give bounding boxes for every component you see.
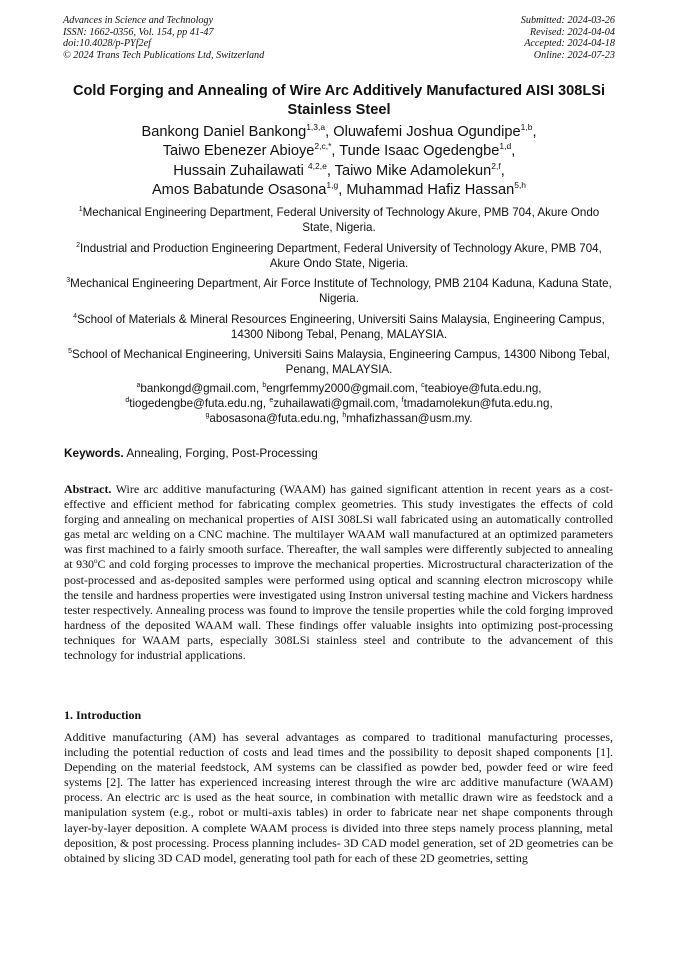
affiliation-number: 4 [73,312,78,320]
author-affiliation-sup: 5,h [514,180,527,191]
keywords [64,446,318,461]
email-link[interactable]: bankongd@gmail.com [140,382,256,395]
section-heading: 1. Introduction [64,708,142,722]
affiliation-text: School of Mechanical Engineering, Universiti Sains Malaysia, Engineering Campus, 14300 Nibong Tebal, Penang, MALAYSIA. [71,348,610,376]
affiliation-list [66,205,612,383]
author-name: Amos Babatunde Osasona [151,181,327,198]
online-date: Online: 2024-07-23 [533,49,615,61]
introduction-paragraph: Additive manufacturing (AM) has several advantages as compared to traditional manufacturing processes, including the potential reduction of costs and lead times and the possibility to deposit shaped components [1]. Depending on the material feedstock, AM systems can be classified as powder bed, powder feed or wire feed systems [2]. The latter has experienced increasing interest through the wire arc additive manufacture (WAAM) process. An electric arc is used as the heat source, in combination with metallic drawn wire as feedstock and a manipulation system (e.g., robot or multi-axis tables) in order to fabricate near net shape components through layer-by-layer deposition. A complete WAAM process is divided into three steps namely process planning, metal deposition, & post processing. Process planning includes- 3D CAD model generation, set of 2D geometries can be obtained by slicing 3D CAD model, generating tool path for each of these 2D geometries, setting [64,730,613,865]
affiliation-number: 5 [68,348,72,356]
email-sup: c [421,382,425,390]
author-affiliation-sup: 2,c,* [314,141,332,152]
paper-title: Cold Forging and Annealing of Wire Arc Additively Manufactured AISI 308LSi Stainless Steel [72,83,606,118]
email-link[interactable]: mhafizhassan@usm.my. [346,412,473,426]
email-sup: f [401,397,404,405]
email-link[interactable]: abosasona@futa.edu.ng [209,412,336,426]
email-sup: d [125,397,130,405]
email-sup: a [136,382,141,390]
affiliation-text: Industrial and Production Engineering Department, Federal University of Technology Akure, PMB 704, Akure Ondo State, Nigeria. [80,241,602,270]
doi-line[interactable]: doi:10.4028/p-PYf2ef [63,38,152,50]
affiliation-text: Mechanical Engineering Department, Air Force Institute of Technology, PMB 2104 Kaduna, Kaduna State, Nigeria. [70,277,612,305]
affiliation-text: Mechanical Engineering Department, Federal University of Technology Akure, PMB 704, Akure Ondo State, Nigeria. [82,206,600,234]
author-affiliation-sup: 1,d [499,141,512,152]
author-name: Taiwo Mike Adamolekun [334,162,492,179]
email-sup: h [342,412,347,420]
revised-date: Revised: 2024-04-04 [529,26,615,38]
keywords-label: Keywords. [64,446,124,460]
email-link[interactable]: teabioye@futa.edu.ng [424,382,539,395]
affiliation [66,312,612,342]
affiliation-number: 2 [76,241,81,249]
author-name: Taiwo Ebenezer Abioye [162,143,315,160]
author-affiliation-sup: 1,g [326,180,339,191]
author-name: Hussain Zuhailawati [173,162,304,179]
affiliation-text: School of Materials & Mineral Resources Engineering, Universiti Sains Malaysia, Engineering Campus, 14300 Nibong Tebal, Penang, MALAYSIA. [77,312,605,341]
author-affiliation-sup: 4,2,e [307,160,327,171]
affiliation [66,347,612,377]
copyright-line: © 2024 Trans Tech Publications Ltd, Switzerland [63,49,265,61]
email-link[interactable]: engrfemmy2000@gmail.com [266,382,415,395]
affiliation-number: 3 [66,277,71,285]
email-link[interactable]: tiogedengbe@futa.edu.ng [129,397,263,411]
email-list: $^a$bankongd@gmail.com, $^b$engrfemmy2000@gmail.com, $^c$teabioye@futa.edu.ng, $^d$tiogedengbe@futa.edu.ng, $^e$zuhailawati@gmail.com, $^f$tmadamolekun@futa.edu.ng, $^g$abosasona@futa.edu.ng, $^h$mhafizhassan@usm.my. [125,382,553,426]
author-affiliation-sup: 1,b [520,122,533,133]
abstract-text-part2: C and cold forging processes to improve the mechanical properties. Microstructural characterization of the post-processed and as-deposited samples were performed using optical and scanning electron microscopy while the tensile and hardness properties were investigated using Instron universal testing machine and Vickers hardness tester respectively. Annealing process was found to improve the tensile properties while the cold forging improved hardness of the deposited WAAM wall. These findings offer valuable insights into optimizing post-processing techniques for WAAM parts, especially 308LSi stainless steel and contribute to the advancement of this technology for industrial applications. [64,557,613,663]
email-sup: b [262,382,267,390]
email-link[interactable]: zuhailawati@gmail.com [273,397,396,411]
author-name: Muhammad Hafiz Hassan [346,181,515,198]
author-list: Bankong Daniel Bankong$^{1,3,a}$, Oluwafemi Joshua Ogundipe$^{1,b}$, Taiwo Ebenezer Abioye$^{2,c,*}$, Tunde Isaac Ogedengbe$^{1,d}$, Hussain Zuhailawati $^{4,2,e}$, Taiwo Mike Adamolekun$^{2,f}$, Amos Babatunde Osasona$^{1,g}$, Muhammad Hafiz Hassan$^{5,h}$ [141,122,537,198]
affiliation [66,205,612,235]
journal-info [63,15,264,61]
author-affiliation-sup: 1,3,a [306,122,326,133]
keywords-text: Annealing, Forging, Post-Processing [126,446,318,460]
submitted-date: Submitted: 2024-03-26 [520,15,615,26]
submission-dates [521,15,615,61]
accepted-date: Accepted: 2024-04-18 [524,38,615,50]
author-affiliation-sup: 2,f [491,160,501,171]
email-link[interactable]: tmadamolekun@futa.edu.ng [403,397,550,411]
author-name: Oluwafemi Joshua Ogundipe [333,124,521,140]
issn-line: ISSN: 1662-0356, Vol. 154, pp 41-47 [63,26,214,38]
abstract-label: Abstract. [64,482,112,496]
journal-name: Advances in Science and Technology [63,15,214,26]
affiliation [66,276,612,306]
email-sup: g [205,412,210,420]
affiliation [66,241,612,271]
email-sup: e [269,397,274,405]
affiliation-number: 1 [78,206,83,214]
author-name: Bankong Daniel Bankong [141,124,307,140]
author-name: Tunde Isaac Ogedengbe [339,143,500,160]
abstract [64,482,613,663]
degree-mark: o [94,557,98,566]
abstract-text-part1: Wire arc additive manufacturing (WAAM) has gained significant attention in recent years as a cost-effective and efficient method for fabricating complex geometries. This study investigates the effects of cold forging and annealing on mechanical properties of AISI 308LSi wall fabricated using an automatically controlled gas metal arc welding on a CNC machine. The multilayer WAAM wall manufactured at an optimized parameters was first machined to a fairly smooth surface. Thereafter, the wall samples were differently subjected to annealing at 930 [64,482,613,572]
